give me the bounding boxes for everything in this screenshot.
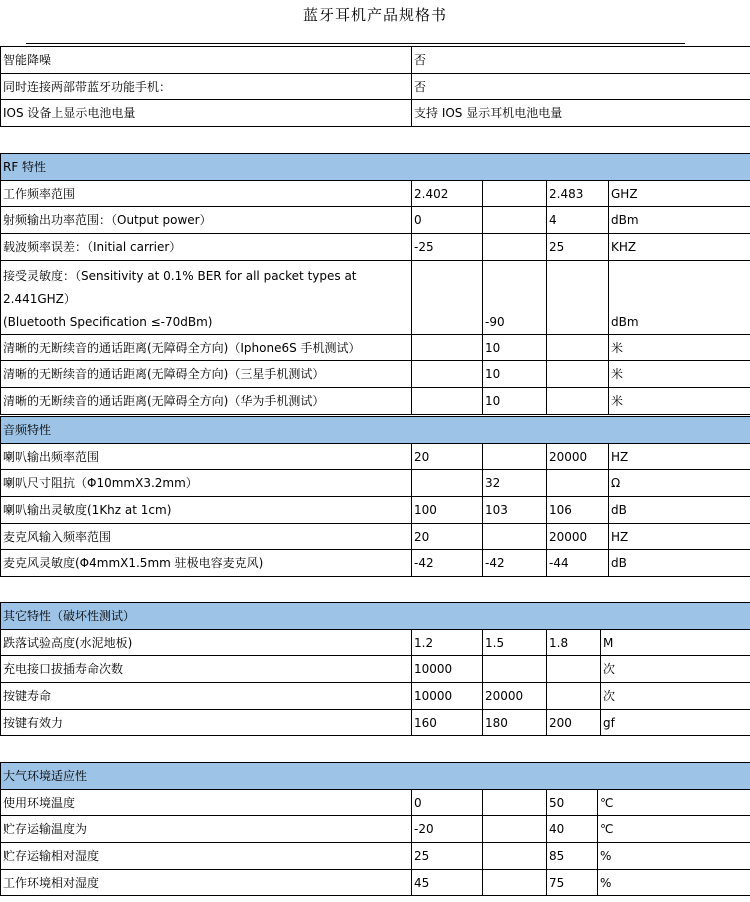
param-label: 按键有效力: [1, 709, 412, 736]
param-label: 贮存运输温度为: [1, 816, 412, 843]
param-label: 智能降噪: [1, 47, 412, 74]
title-underline: [26, 43, 685, 44]
min-value: 10000: [412, 683, 483, 710]
min-value: [412, 388, 483, 415]
table-row: [1, 497, 750, 524]
unit: ℃: [598, 816, 750, 843]
typ-value: 10: [483, 334, 547, 361]
section-title: 音频特性: [1, 417, 750, 444]
param-label: 麦克风输入频率范围: [1, 523, 412, 550]
param-label: 喇叭尺寸阻抗（Φ10mmX3.2mm）: [1, 470, 412, 497]
environment-specs-table: [0, 762, 750, 896]
param-label: 清晰的无断续音的通话距离(无障碍全方向)（三星手机测试）: [1, 361, 412, 388]
max-value: 75: [547, 869, 598, 896]
table-row: [1, 234, 750, 261]
unit: KHZ: [609, 234, 750, 261]
typ-value: 32: [483, 470, 547, 497]
section-title: 其它特性（破坏性测试）: [1, 603, 750, 630]
param-label: 清晰的无断续音的通话距离(无障碍全方向)（Iphone6S 手机测试）: [1, 334, 412, 361]
typ-value: [483, 180, 547, 207]
min-value: [412, 361, 483, 388]
table-row: [1, 361, 750, 388]
unit: 次: [601, 683, 750, 710]
unit: GHZ: [609, 180, 750, 207]
typ-value: [483, 869, 547, 896]
param-label: 喇叭输出灵敏度(1Khz at 1cm): [1, 497, 412, 524]
param-value: 否: [412, 47, 750, 74]
typ-value: 10: [483, 361, 547, 388]
max-value: 25: [547, 234, 609, 261]
typ-value: -42: [483, 550, 547, 577]
unit: %: [598, 843, 750, 870]
section-title: 大气环境适应性: [1, 763, 750, 790]
max-value: [547, 260, 609, 334]
min-value: 45: [412, 869, 483, 896]
unit: HZ: [609, 443, 750, 470]
typ-value: -90: [483, 260, 547, 334]
param-value: 支持 IOS 显示耳机电池电量: [412, 100, 750, 127]
table-row: [1, 443, 750, 470]
typ-value: [483, 234, 547, 261]
min-value: [412, 260, 483, 334]
param-label: 工作环境相对湿度: [1, 869, 412, 896]
param-label: 充电接口拔插寿命次数: [1, 656, 412, 683]
param-label: 按键寿命: [1, 683, 412, 710]
param-label: 使用环境温度: [1, 789, 412, 816]
param-label: 清晰的无断续音的通话距离(无障碍全方向)（华为手机测试）: [1, 388, 412, 415]
section-header: [1, 603, 750, 630]
table-row: [1, 47, 750, 74]
unit: Ω: [609, 470, 750, 497]
max-value: [547, 683, 601, 710]
unit: 次: [601, 656, 750, 683]
section-title: RF 特性: [1, 154, 750, 181]
param-label: 载波频率误差：（Initial carrier）: [1, 234, 412, 261]
typ-value: [483, 789, 547, 816]
max-value: 20000: [547, 523, 609, 550]
param-label: 工作频率范围: [1, 180, 412, 207]
min-value: 0: [412, 207, 483, 234]
max-value: 2.483: [547, 180, 609, 207]
table-row: [1, 816, 750, 843]
min-value: 160: [412, 709, 483, 736]
table-row: [1, 629, 750, 656]
max-value: 200: [547, 709, 601, 736]
max-value: [547, 656, 601, 683]
max-value: 4: [547, 207, 609, 234]
typ-value: 20000: [483, 683, 547, 710]
unit: %: [598, 869, 750, 896]
min-value: -25: [412, 234, 483, 261]
min-value: 1.2: [412, 629, 483, 656]
typ-value: 10: [483, 388, 547, 415]
table-row: [1, 789, 750, 816]
unit: 米: [609, 334, 750, 361]
typ-value: 180: [483, 709, 547, 736]
table-row: [1, 470, 750, 497]
typ-value: 103: [483, 497, 547, 524]
max-value: [547, 470, 609, 497]
table-row: [1, 388, 750, 415]
unit: 米: [609, 388, 750, 415]
typ-value: 1.5: [483, 629, 547, 656]
section-header: [1, 763, 750, 790]
table-row: [1, 207, 750, 234]
param-label: 跌落试验高度(水泥地板): [1, 629, 412, 656]
min-value: [412, 470, 483, 497]
min-value: 20: [412, 523, 483, 550]
max-value: [547, 361, 609, 388]
typ-value: [483, 816, 547, 843]
table-row: [1, 180, 750, 207]
section-header: [1, 154, 750, 181]
unit: dBm: [609, 260, 750, 334]
max-value: 20000: [547, 443, 609, 470]
max-value: -44: [547, 550, 609, 577]
unit: dB: [609, 550, 750, 577]
unit: 米: [609, 361, 750, 388]
general-features-table: [0, 46, 750, 127]
table-row: [1, 843, 750, 870]
max-value: 50: [547, 789, 598, 816]
unit: HZ: [609, 523, 750, 550]
typ-value: [483, 656, 547, 683]
typ-value: [483, 843, 547, 870]
max-value: [547, 334, 609, 361]
param-label: IOS 设备上显示电池电量: [1, 100, 412, 127]
table-row: [1, 73, 750, 100]
min-value: [412, 334, 483, 361]
table-row: [1, 683, 750, 710]
sensitivity-label-line1: 接受灵敏度：（Sensitivity at 0.1% BER for all packet types at 2.441GHZ）: [3, 268, 357, 306]
typ-value: [483, 523, 547, 550]
param-label: 贮存运输相对湿度: [1, 843, 412, 870]
unit: ℃: [598, 789, 750, 816]
table-row: [1, 550, 750, 577]
max-value: 106: [547, 497, 609, 524]
table-row: [1, 709, 750, 736]
typ-value: [483, 443, 547, 470]
table-row: [1, 656, 750, 683]
unit: M: [601, 629, 750, 656]
min-value: 10000: [412, 656, 483, 683]
table-row: [1, 523, 750, 550]
param-label: 同时连接两部带蓝牙功能手机：: [1, 73, 412, 100]
audio-specs-table: [0, 416, 750, 577]
unit: dBm: [609, 207, 750, 234]
unit: gf: [601, 709, 750, 736]
param-label: 射频输出功率范围：（Output power）: [1, 207, 412, 234]
param-label: 喇叭输出频率范围: [1, 443, 412, 470]
param-label: 麦克风灵敏度(Φ4mmX1.5mm 驻极电容麦克风): [1, 550, 412, 577]
min-value: -42: [412, 550, 483, 577]
min-value: 0: [412, 789, 483, 816]
max-value: 85: [547, 843, 598, 870]
min-value: 20: [412, 443, 483, 470]
sensitivity-label-line2: (Bluetooth Specification ≤-70dBm): [3, 314, 213, 329]
table-row: [1, 260, 750, 334]
typ-value: [483, 207, 547, 234]
table-row: [1, 100, 750, 127]
param-label: [1, 260, 412, 334]
max-value: 1.8: [547, 629, 601, 656]
param-value: 否: [412, 73, 750, 100]
min-value: -20: [412, 816, 483, 843]
min-value: 100: [412, 497, 483, 524]
max-value: [547, 388, 609, 415]
section-header: [1, 417, 750, 444]
unit: dB: [609, 497, 750, 524]
max-value: 40: [547, 816, 598, 843]
other-specs-table: [0, 602, 750, 736]
table-row: [1, 334, 750, 361]
table-row: [1, 869, 750, 896]
min-value: 2.402: [412, 180, 483, 207]
rf-specs-table: [0, 153, 750, 415]
min-value: 25: [412, 843, 483, 870]
document-title: 蓝牙耳机产品规格书: [302, 6, 447, 24]
